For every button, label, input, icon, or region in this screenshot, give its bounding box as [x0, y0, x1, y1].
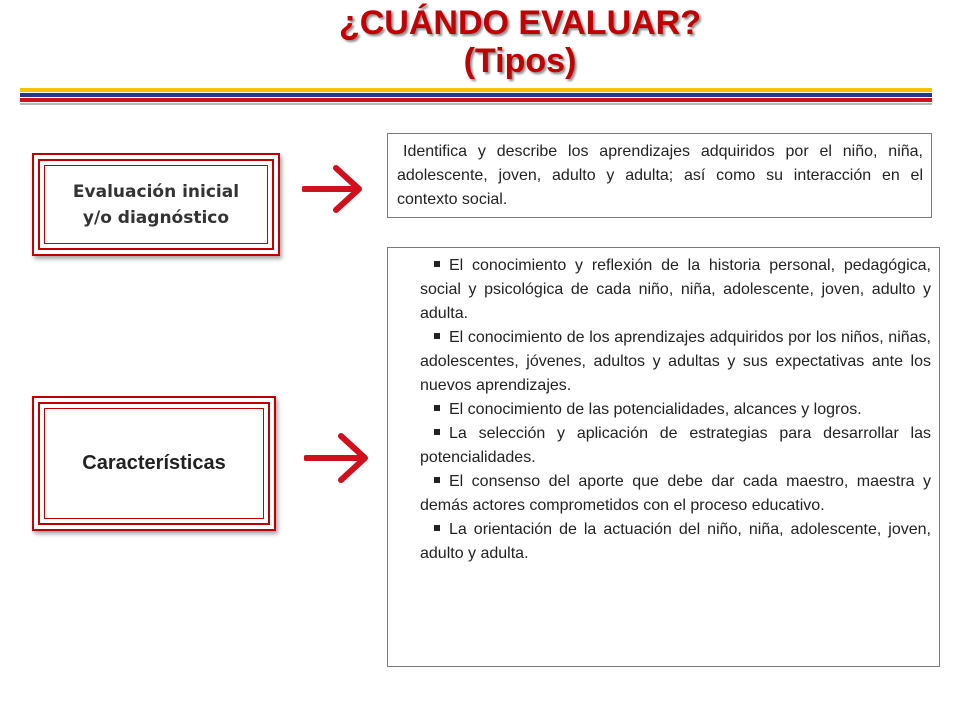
characteristics-frame [32, 396, 276, 531]
initial-evaluation-frame [32, 153, 280, 256]
square-bullet-icon [434, 477, 440, 483]
flag-stripes [20, 88, 932, 106]
list-item: El conocimiento de las potencialidades, alcances y logros. [420, 398, 931, 422]
square-bullet-icon [434, 333, 440, 339]
stripe-blue [20, 93, 932, 97]
stripe-gray [20, 103, 932, 105]
label-line-2: y/o diagnóstico [82, 207, 230, 228]
label-line-1: Evaluación inicial [72, 181, 240, 202]
characteristics-list-box [387, 247, 940, 667]
square-bullet-icon [434, 429, 440, 435]
list-item: La selección y aplicación de estrategias para desarrollar las potencialidades. [420, 425, 931, 466]
list-item: El conocimiento y reflexión de la historia personal, pedagógica, social y psicológica de cada niño, niña, adolescente, joven, adulto y adulta. [420, 257, 931, 322]
arrow-right-icon [302, 164, 364, 214]
stripe-red [20, 98, 932, 102]
characteristics-label: Características [82, 452, 226, 474]
square-bullet-icon [434, 405, 440, 411]
stripe-yellow [20, 88, 932, 92]
title-line-1: ¿CUÁNDO EVALUAR? [338, 4, 701, 42]
slide-title [0, 4, 960, 80]
characteristics-list [420, 254, 931, 566]
initial-evaluation-label [73, 179, 239, 231]
arrow-right-icon [304, 432, 370, 484]
initial-evaluation-description: Identifica y describe los aprendizajes adquiridos por el niño, niña, adolescente, joven, adulto y adulta; así como su interacción en el contexto social. [387, 133, 932, 218]
square-bullet-icon [434, 525, 440, 531]
list-item: El consenso del aporte que debe dar cada maestro, maestra y demás actores comprometidos con el proceso educativo. [420, 473, 931, 514]
square-bullet-icon [434, 261, 440, 267]
title-line-2: (Tipos) [463, 42, 577, 80]
list-item: La orientación de la actuación del niño, niña, adolescente, joven, adulto y adulta. [420, 521, 931, 562]
list-item: El conocimiento de los aprendizajes adquiridos por los niños, niñas, adolescentes, jóvenes, adultos y adultas y sus expectativas ante los nuevos aprendizajes. [420, 329, 931, 394]
